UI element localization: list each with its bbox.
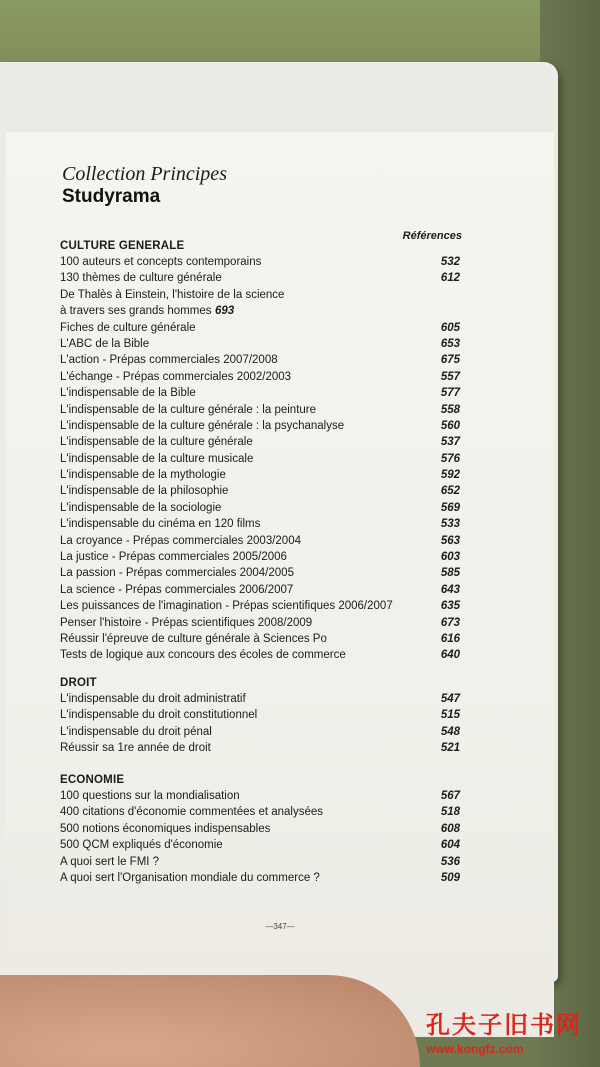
item-title: La passion - Prépas commerciales 2004/2005 <box>60 567 294 580</box>
list-item <box>60 724 460 740</box>
item-reference: 592 <box>440 469 460 482</box>
item-title: 100 auteurs et concepts contemporains <box>60 256 262 268</box>
list-item <box>60 837 460 853</box>
item-reference: 533 <box>440 518 460 531</box>
item-reference: 536 <box>440 855 460 868</box>
item-reference: 567 <box>440 790 460 802</box>
list-item <box>60 516 460 532</box>
item-reference: 515 <box>440 709 460 722</box>
item-title: Penser l'histoire - Prépas scientifiques 2008/2009 <box>60 616 313 629</box>
list-item <box>60 451 460 467</box>
item-reference: 653 <box>440 337 460 350</box>
item-title: L'indispensable de la culture musicale <box>60 452 254 465</box>
item-title: L'indispensable de la sociologie <box>60 501 222 514</box>
section-title: DROIT <box>60 677 97 689</box>
list-item <box>60 270 460 286</box>
item-title: L'indispensable de la culture générale : la psychanalyse <box>60 419 345 432</box>
item-reference: 563 <box>440 534 460 547</box>
section-title: ECONOMIE <box>60 774 125 786</box>
item-title: Réussir l'épreuve de culture générale à Sciences Po <box>60 632 327 645</box>
item-reference: 675 <box>440 354 460 367</box>
hand <box>0 975 420 1067</box>
item-title: 400 citations d'économie commentées et analysées <box>60 806 324 819</box>
list-item <box>60 821 460 837</box>
list-item <box>60 434 460 450</box>
item-title: L'action - Prépas commerciales 2007/2008 <box>60 354 278 367</box>
item-title: A quoi sert le FMI ? <box>60 855 160 868</box>
item-reference: 652 <box>440 485 460 498</box>
list-item <box>60 854 460 870</box>
item-title: 500 QCM expliqués d'économie <box>60 839 223 852</box>
item-reference: 509 <box>440 871 460 884</box>
list-item <box>60 336 460 352</box>
item-reference: 560 <box>440 419 460 432</box>
item-title: La science - Prépas commerciales 2006/2007 <box>60 583 294 596</box>
item-title: 500 notions économiques indispensables <box>60 822 271 835</box>
item-title: 130 thèmes de culture générale <box>60 272 222 285</box>
publisher-brand: Studyrama <box>62 186 161 207</box>
item-reference: 558 <box>440 403 460 416</box>
item-reference: 603 <box>440 551 460 564</box>
item-reference: 643 <box>440 583 460 596</box>
list-item <box>60 631 460 647</box>
list-item <box>60 287 460 303</box>
item-reference: 640 <box>440 649 460 662</box>
list-item <box>60 691 460 707</box>
watermark-url: www.kongfz.com <box>426 1042 524 1056</box>
list-item <box>60 533 460 549</box>
watermark <box>426 1005 582 1056</box>
item-reference: 608 <box>440 822 460 835</box>
item-reference: 612 <box>440 272 460 285</box>
item-reference: 616 <box>440 632 460 645</box>
list-item <box>60 870 460 886</box>
item-reference: 576 <box>440 452 460 465</box>
list-item <box>60 303 460 319</box>
watermark-title: 孔夫子旧书网 <box>426 1012 582 1039</box>
item-title: L'indispensable du droit pénal <box>60 725 212 738</box>
item-reference: 518 <box>440 806 460 819</box>
list-item <box>60 369 460 385</box>
item-reference: 673 <box>440 616 460 629</box>
item-title: De Thalès à Einstein, l'histoire de la science <box>60 288 285 301</box>
item-reference: 557 <box>440 370 460 383</box>
section-droit <box>60 675 460 757</box>
section-economie <box>60 772 460 886</box>
item-title: L'ABC de la Bible <box>60 337 150 350</box>
page-number: —347— <box>265 922 295 931</box>
item-reference: 577 <box>440 387 460 400</box>
list-item <box>60 788 460 804</box>
item-title: Réussir sa 1re année de droit <box>60 742 211 755</box>
item-title: L'indispensable de la culture générale <box>60 436 253 449</box>
item-reference: 569 <box>440 501 460 514</box>
item-reference: 521 <box>440 742 460 755</box>
item-title: Les puissances de l'imagination - Prépas scientifiques 2006/2007 <box>60 600 393 613</box>
list-item <box>60 254 460 270</box>
item-title: Tests de logique aux concours des écoles de commerce <box>60 649 346 662</box>
list-item <box>60 352 460 368</box>
item-reference: 537 <box>440 436 460 449</box>
item-title: La justice - Prépas commerciales 2005/2006 <box>60 551 287 564</box>
collection-title: Collection Principes <box>62 163 227 185</box>
list-item <box>60 385 460 401</box>
item-reference: 547 <box>440 693 460 705</box>
list-item <box>60 418 460 434</box>
item-reference: 635 <box>440 600 460 613</box>
item-title: Fiches de culture générale <box>60 321 196 334</box>
item-reference-inline: 693 <box>215 305 235 318</box>
item-title: L'indispensable du droit constitutionnel <box>60 709 258 722</box>
list-item <box>60 565 460 581</box>
item-reference: 532 <box>440 256 460 268</box>
list-item <box>60 467 460 483</box>
item-reference: 605 <box>440 321 460 334</box>
section-title: CULTURE GENERALE <box>60 240 185 252</box>
item-reference: 585 <box>440 567 460 580</box>
item-title: L'indispensable de la Bible <box>60 387 196 400</box>
list-item <box>60 740 460 756</box>
list-item <box>60 804 460 820</box>
list-item <box>60 402 460 418</box>
list-item <box>60 500 460 516</box>
item-title: L'indispensable du cinéma en 120 films <box>60 518 261 531</box>
item-reference: 548 <box>440 725 460 738</box>
item-title: à travers ses grands hommes <box>60 305 212 318</box>
list-item <box>60 320 460 336</box>
item-title: L'indispensable du droit administratif <box>60 693 246 705</box>
list-item <box>60 582 460 598</box>
list-item <box>60 707 460 723</box>
item-title: L'indispensable de la philosophie <box>60 485 229 498</box>
list-item <box>60 615 460 631</box>
item-title: L'échange - Prépas commerciales 2002/2003 <box>60 370 292 383</box>
list-item <box>60 647 460 663</box>
item-title: L'indispensable de la culture générale : la peinture <box>60 403 317 416</box>
references-label: Références <box>402 230 462 242</box>
list-item <box>60 483 460 499</box>
list-item <box>60 598 460 614</box>
item-title: L'indispensable de la mythologie <box>60 469 226 482</box>
item-title: 100 questions sur la mondialisation <box>60 790 240 802</box>
list-item <box>60 549 460 565</box>
section-culture-generale <box>60 238 460 664</box>
item-title: A quoi sert l'Organisation mondiale du commerce ? <box>60 871 320 884</box>
item-reference: 604 <box>440 839 460 852</box>
item-title: La croyance - Prépas commerciales 2003/2004 <box>60 534 301 547</box>
